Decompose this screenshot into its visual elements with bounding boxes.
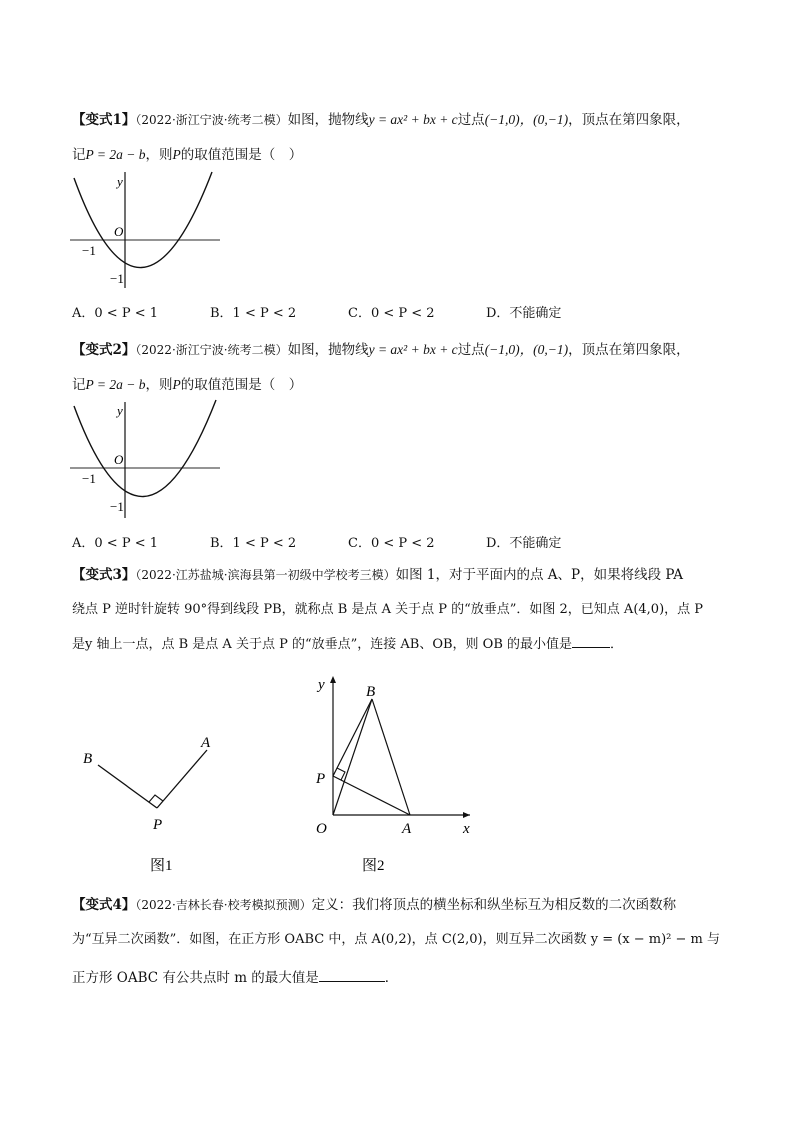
problem1-line2: 记P = 2a − b，则P的取值范围是（ ） <box>72 147 303 163</box>
segment-pa <box>333 776 410 815</box>
origin-label: O <box>114 224 124 239</box>
origin-label: O <box>114 452 124 467</box>
y-axis-arrow <box>330 676 336 683</box>
problem3-line1: 【变式3】（2022·江苏盐城·滨海县第一初级中学校考三模）如图 1，对于平面内的点 A、P，如果将线段 PA <box>72 567 683 583</box>
y-tick-label: −1 <box>110 499 124 514</box>
segment-pb <box>333 699 372 776</box>
problem4-tag: 【变式4】 <box>72 897 136 913</box>
label-p: P <box>153 817 163 833</box>
answer-blank[interactable] <box>572 635 610 648</box>
problem3-line2: 绕点 P 逆时针旋转 90°得到线段 PB，就称点 B 是点 A 关于点 P 的“放垂点”．如图 2，已知点 A(4,0)，点 P <box>72 602 704 617</box>
y-axis-label: y <box>117 403 123 418</box>
problem3-tag: 【变式3】 <box>72 567 136 583</box>
label-y: y <box>318 677 325 693</box>
y-tick-label: −1 <box>110 271 124 286</box>
figure2-caption: 图2 <box>362 858 385 874</box>
problem4-line1: 【变式4】（2022·吉林长春·校考模拟预测）定义：我们将顶点的横坐标和纵坐标互为相反数的二次函数称 <box>72 897 677 913</box>
label-a: A <box>201 735 211 751</box>
problem3-source: （2022·江苏盐城·滨海县第一初级中学校考三模） <box>135 568 396 582</box>
problem1-line1: 【变式1】（2022·浙江宁波·统考二模）如图，抛物线y = ax² + bx + c过点(−1,0)，(0,−1)，顶点在第四象限， <box>72 112 690 128</box>
figure1 <box>75 725 225 874</box>
label-b: B <box>366 684 376 700</box>
problem2-source: （2022·浙江宁波·统考二模） <box>135 343 288 357</box>
segment-ab <box>372 699 410 815</box>
segment-ob <box>333 699 372 815</box>
problem1-source: （2022·浙江宁波·统考二模） <box>135 113 288 127</box>
label-b: B <box>83 751 93 767</box>
figure1-caption: 图1 <box>150 858 173 874</box>
problem2-parabola-graph <box>70 400 230 520</box>
problem3-line3: 是y 轴上一点，点 B 是点 A 关于点 P 的“放垂点”，连接 AB、OB，则 OB 的最小值是 ． <box>72 637 624 652</box>
label-p: P <box>316 771 326 787</box>
x-tick-label: −1 <box>82 243 96 258</box>
problem1-formula: y = ax² + bx + c <box>368 112 458 127</box>
problem2-choice-c[interactable]: C．0 < P < 2 <box>348 536 435 551</box>
problem1-choice-c[interactable]: C．0 < P < 2 <box>348 306 435 321</box>
y-axis-label: y <box>117 174 123 189</box>
segment-pa <box>157 750 207 808</box>
answer-blank[interactable] <box>319 969 385 982</box>
problem2-tag: 【变式2】 <box>72 342 136 358</box>
problem2-line2: 记P = 2a − b，则P的取值范围是（ ） <box>72 377 303 393</box>
problem4-line2: 为“互异二次函数”．如图，在正方形 OABC 中，点 A(0,2)，点 C(2,0)，则互异二次函数 y = (x − m)² − m 与 <box>72 932 721 947</box>
problem1-parabola-graph <box>70 170 230 290</box>
problem1-choice-b[interactable]: B．1 < P < 2 <box>210 306 297 321</box>
problem2-line1: 【变式2】（2022·浙江宁波·统考二模）如图，抛物线y = ax² + bx + c过点(−1,0)，(0,−1)，顶点在第四象限， <box>72 342 690 358</box>
problem2-choice-b[interactable]: B．1 < P < 2 <box>210 536 297 551</box>
problem1-choice-a[interactable]: A．0 < P < 1 <box>72 306 158 321</box>
problem2-choice-a[interactable]: A．0 < P < 1 <box>72 536 158 551</box>
problem4-source: （2022·吉林长春·校考模拟预测） <box>135 898 312 912</box>
x-axis-arrow <box>463 812 470 818</box>
problem1-choice-d[interactable]: D．不能确定 <box>486 306 562 321</box>
x-tick-label: −1 <box>82 471 96 486</box>
label-x: x <box>463 821 470 837</box>
label-a: A <box>402 821 412 837</box>
figure2 <box>310 672 480 877</box>
label-o: O <box>316 821 327 837</box>
right-angle-mark <box>149 795 163 802</box>
problem4-line3: 正方形 OABC 有公共点时 m 的最大值是 ． <box>72 970 399 986</box>
segment-pb <box>98 765 157 808</box>
problem1-tag: 【变式1】 <box>72 112 136 128</box>
problem2-choice-d[interactable]: D．不能确定 <box>486 536 562 551</box>
problem2-formula: y = ax² + bx + c <box>368 342 458 357</box>
